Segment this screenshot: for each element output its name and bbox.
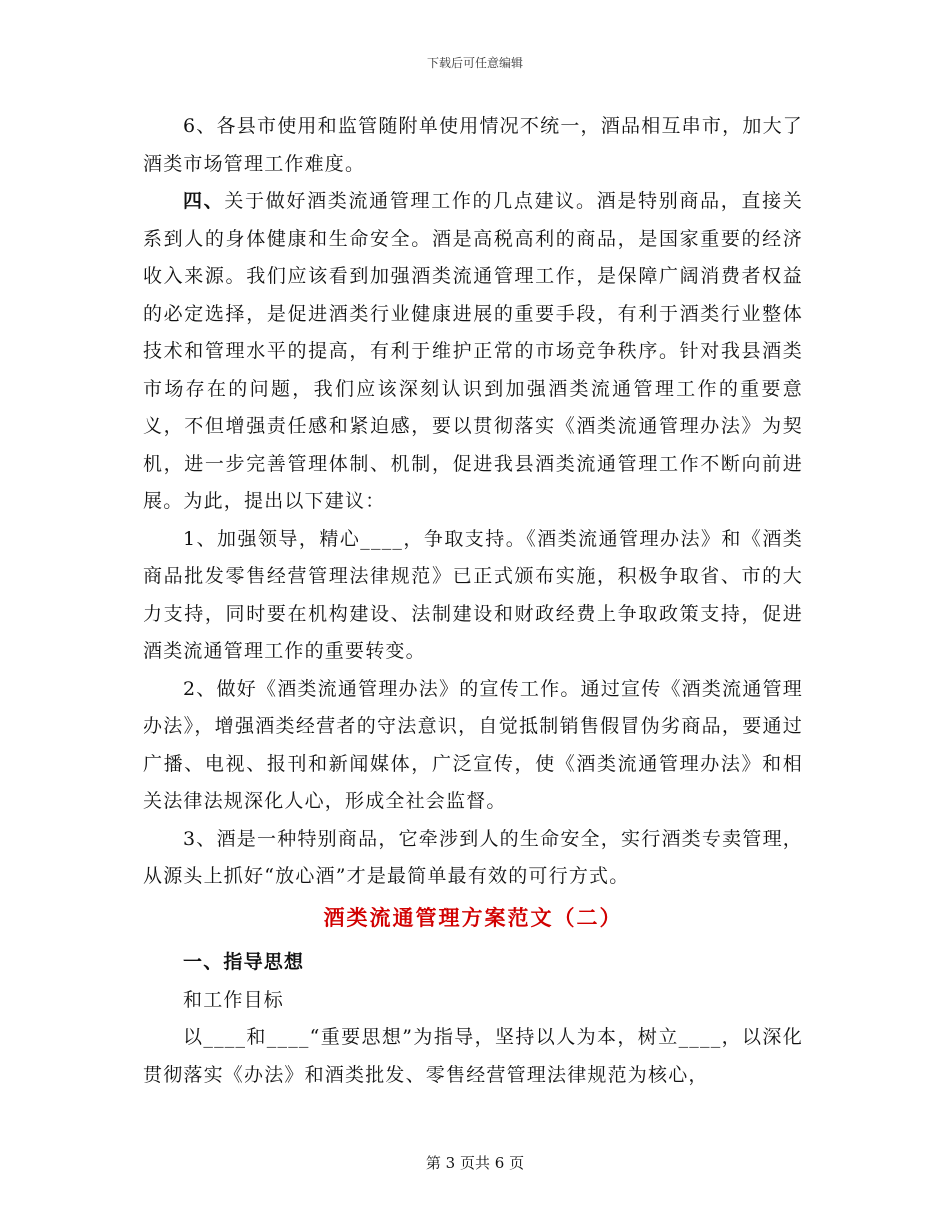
header-note: 下载后可任意编辑 bbox=[426, 56, 523, 70]
paragraph-work-goal: 和工作目标 bbox=[183, 988, 285, 1011]
paragraph-suggestion-3: 3、酒是一种特别商品，它牵涉到人的生命安全，实行酒类专卖管理，从源头上抓好“放心酒”才是最简单最有效的可行方式。 bbox=[143, 827, 803, 887]
paragraph-suggestion-1: 1、加强领导，精心____，争取支持。《酒类流通管理办法》和《酒类商品批发零售经营管理法律规范》已正式颁布实施，积极争取省、市的大力支持，同时要在机构建设、法制建设和财政经费上争取政策支持，促进酒类流通管理工作的重要转变。 bbox=[143, 527, 803, 662]
paragraph-6: 6、各县市使用和监管随附单使用情况不统一，酒品相互串市，加大了酒类市场管理工作难度。 bbox=[143, 115, 803, 175]
document-body bbox=[143, 108, 803, 1094]
section-title: 酒类流通管理方案范文（二） bbox=[323, 904, 623, 930]
paragraph-section-4: 四、关于做好酒类流通管理工作的几点建议。酒是特别商品，直接关系到人的身体健康和生命安全。酒是高税高利的商品，是国家重要的经济收入来源。我们应该看到加强酒类流通管理工作，是保障广阔消费者权益的必定选择，是促进酒类行业健康进展的重要手段，有利于酒类行业整体技术和管理水平的提高，有利于维护正常的市场竞争秩序。针对我县酒类市场存在的问题，我们应该深刻认识到加强酒类流通管理工作的重要意义，不但增强责任感和紧迫感，要以贯彻落实《酒类流通管理办法》为契机，进一步完善管理体制、机制，促进我县酒类流通管理工作不断向前进展。为此，提出以下建议： bbox=[143, 190, 803, 512]
paragraph-suggestion-2: 2、做好《酒类流通管理办法》的宣传工作。通过宣传《酒类流通管理办法》，增强酒类经营者的守法意识，自觉抵制销售假冒伪劣商品，要通过广播、电视、报刊和新闻媒体，广泛宣传，使《酒类流通管理办法》和相关法律法规深化人心，形成全社会监督。 bbox=[143, 677, 803, 812]
page-footer: 第 3 页共 6 页 bbox=[425, 1154, 525, 1172]
subhead-guiding-thought: 一、指导思想 bbox=[183, 950, 305, 973]
paragraph-guidance: 以____和____“重要思想”为指导，坚持以人为本，树立____，以深化贯彻落实《办法》和酒类批发、零售经营管理法律规范为核心， bbox=[143, 1026, 803, 1086]
